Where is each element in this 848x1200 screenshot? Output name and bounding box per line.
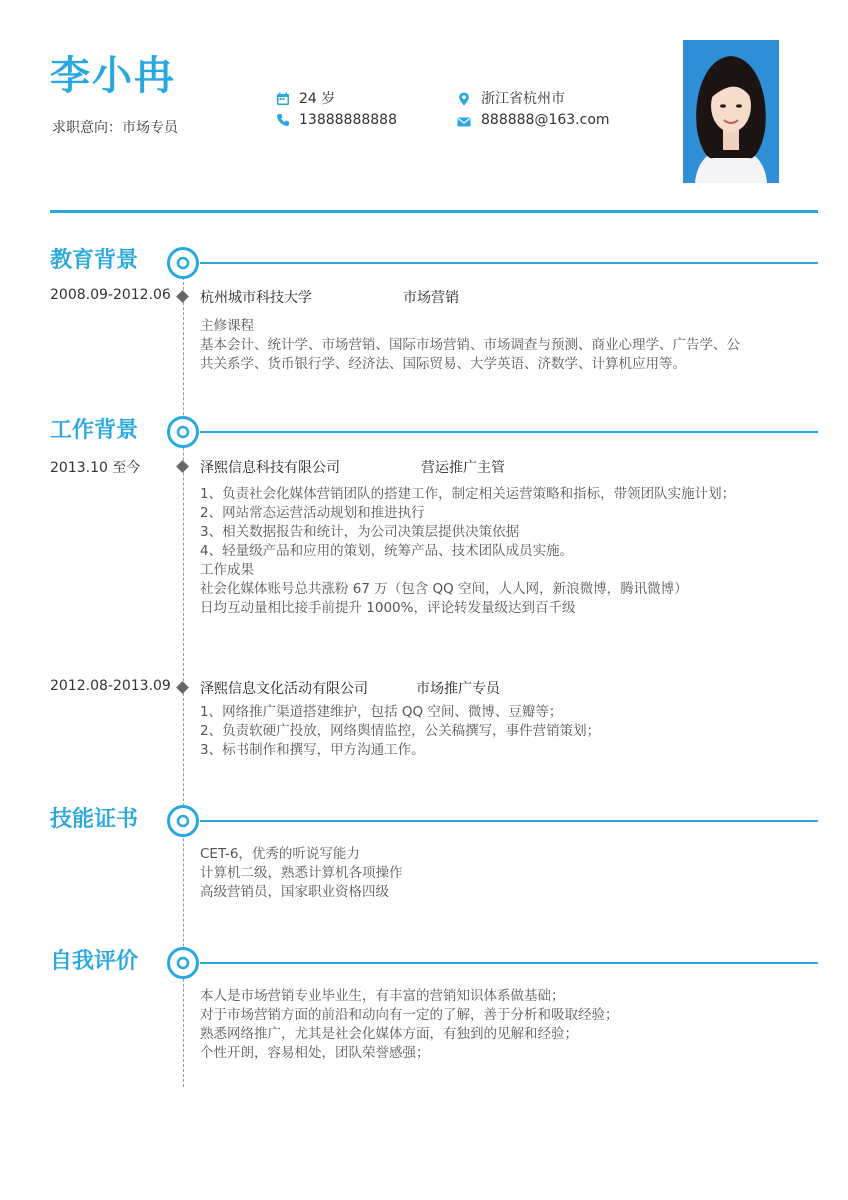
ring-marker-icon [166, 804, 200, 838]
calendar-icon [276, 92, 290, 106]
email-value: 888888@163.com [481, 112, 610, 128]
candidate-name: 李小冉 [50, 53, 176, 99]
text-line: 对于市场营销方面的前沿和动向有一定的了解，善于分析和吸取经验； [200, 1007, 619, 1023]
diamond-marker-icon [176, 460, 189, 473]
section-line [200, 962, 818, 964]
text-line: 4、轻量级产品和应用的策划，统筹产品、技术团队成员实施。 [200, 543, 574, 559]
ring-marker-icon [166, 246, 200, 280]
location-pin-icon [457, 92, 471, 106]
text-line: 熟悉网络推广，尤其是社会化媒体方面，有独到的见解和经验； [200, 1026, 578, 1042]
job-position: 市场推广专员 [416, 681, 500, 697]
text-line: 2、负责软硬广投放，网络舆情监控，公关稿撰写，事件营销策划； [200, 723, 601, 739]
profile-photo [683, 40, 779, 183]
text-line: 3、相关数据报告和统计，为公司决策层提供决策依据 [200, 524, 520, 540]
job-position: 营运推广主管 [421, 460, 505, 476]
text-line: 社会化媒体账号总共涨粉 67 万（包含 QQ 空间，人人网，新浪微博，腾讯微博） [200, 581, 688, 597]
location-value: 浙江省杭州市 [481, 91, 565, 107]
education-details [200, 317, 810, 374]
text-line: 个性开朗，容易相处，团队荣誉感强； [200, 1045, 430, 1061]
job-company: 泽熙信息科技有限公司 [200, 460, 340, 476]
job-date: 2013.10 至今 [50, 460, 141, 476]
text-line: CET-6，优秀的听说写能力 [200, 846, 360, 862]
phone-icon [276, 113, 290, 127]
text-line: 基本会计、统计学、市场营销、国际市场营销、市场调查与预测、商业心理学、广告学、公 [200, 337, 740, 353]
text-line: 1、网络推广渠道搭建维护，包括 QQ 空间、微博、豆瓣等； [200, 704, 563, 720]
text-line: 主修课程 [200, 318, 254, 334]
text-line: 计算机二级，熟悉计算机各项操作 [200, 865, 403, 881]
ring-marker-icon [166, 946, 200, 980]
section-title-skills: 技能证书 [50, 807, 139, 832]
text-line: 1、负责社会化媒体营销团队的搭建工作，制定相关运营策略和指标，带领团队实施计划； [200, 486, 736, 502]
section-line [200, 262, 818, 264]
header-divider [50, 210, 818, 213]
diamond-marker-icon [176, 290, 189, 303]
education-school: 杭州城市科技大学 [200, 290, 312, 306]
job-company: 泽熙信息文化活动有限公司 [200, 681, 368, 697]
section-line [200, 431, 818, 433]
text-line: 3、标书制作和撰写，甲方沟通工作。 [200, 742, 425, 758]
text-line: 本人是市场营销专业毕业生，有丰富的营销知识体系做基础； [200, 988, 565, 1004]
education-date: 2008.09-2012.06 [50, 287, 171, 303]
section-title-self-evaluation: 自我评价 [50, 949, 139, 974]
text-line: 工作成果 [200, 562, 254, 578]
diamond-marker-icon [176, 681, 189, 694]
skills-details [200, 845, 810, 902]
text-line: 日均互动量相比接手前提升 1000%，评论转发量级达到百千级 [200, 600, 576, 616]
section-title-work: 工作背景 [50, 418, 139, 443]
job-details [200, 485, 810, 618]
job-details [200, 703, 810, 760]
ring-marker-icon [166, 415, 200, 449]
education-major: 市场营销 [403, 290, 459, 306]
self-evaluation-details [200, 987, 810, 1063]
mail-icon [457, 115, 471, 129]
job-date: 2012.08-2013.09 [50, 678, 171, 694]
section-title-education: 教育背景 [50, 248, 139, 273]
text-line: 共关系学、货币银行学、经济法、国际贸易、大学英语、济数学、计算机应用等。 [200, 356, 686, 372]
text-line: 高级营销员，国家职业资格四级 [200, 884, 389, 900]
job-intent: 求职意向：市场专员 [52, 120, 178, 136]
section-line [200, 820, 818, 822]
text-line: 2、网站常态运营活动规划和推进执行 [200, 505, 425, 521]
age-value: 24 岁 [299, 91, 336, 107]
phone-value: 13888888888 [299, 112, 397, 128]
